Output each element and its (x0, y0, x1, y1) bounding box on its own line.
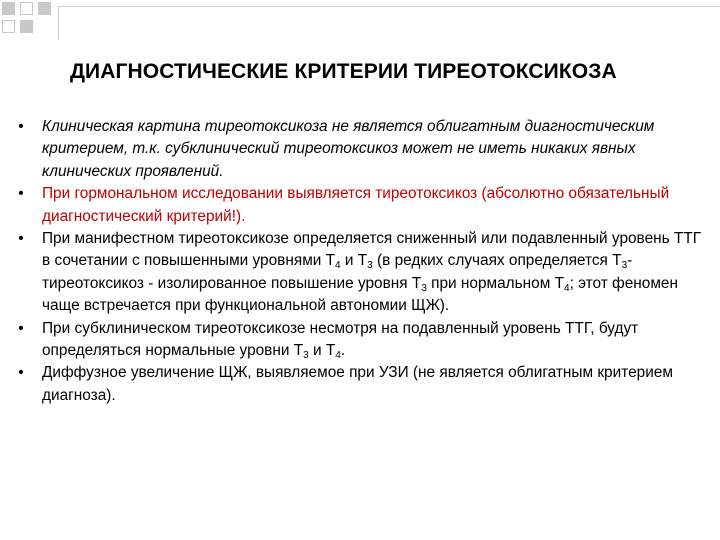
slide-title: ДИАГНОСТИЧЕСКИЕ КРИТЕРИИ ТИРЕОТОКСИКОЗА (70, 60, 617, 83)
list-item (14, 362, 710, 407)
bullet: • (18, 230, 24, 248)
item-text: Клиническая картина тиреотоксикоза не является облигатным диагностическим критерием, т.к. субклинический тиреотоксикоз может не иметь никаких явных клинических проявлений. (42, 118, 655, 180)
bullet: • (18, 185, 24, 203)
bullet: • (18, 118, 24, 135)
list-item (14, 183, 710, 228)
header-rule (58, 6, 720, 7)
item-text: При гормональном исследовании выявляется тиреотоксикоз (абсолютно обязательный диагностический критерий!). (42, 185, 670, 225)
item-text: Диффузное увеличение ЩЖ, выявляемое при УЗИ (не является облигатным критерием диагноза). (42, 364, 673, 404)
item-text: При манифестном тиреотоксикозе определяется сниженный или подавленный уровень ТТГ в сочетании с повышенными уровнями $Т_4$ и $Т_3$ (в редких случаях определяется $Т_3-$ тиреотоксикоз - изолированное повышение уровня $Т_3$ при нормальном $Т_4$; этот феномен чаще встречается при функциональной автономии ЩЖ). (42, 230, 702, 315)
criteria-list (14, 116, 710, 407)
list-item (14, 228, 710, 318)
item-text: При субклиническом тиреотоксикозе несмотря на подавленный уровень ТТГ, будут определяться нормальные уровни $Т_3$ и $Т_4$. (42, 319, 639, 362)
bullet: • (18, 364, 24, 382)
header-vertical-rule (58, 6, 59, 40)
bullet: • (18, 319, 24, 337)
list-item (14, 116, 710, 183)
list-item (14, 318, 710, 363)
